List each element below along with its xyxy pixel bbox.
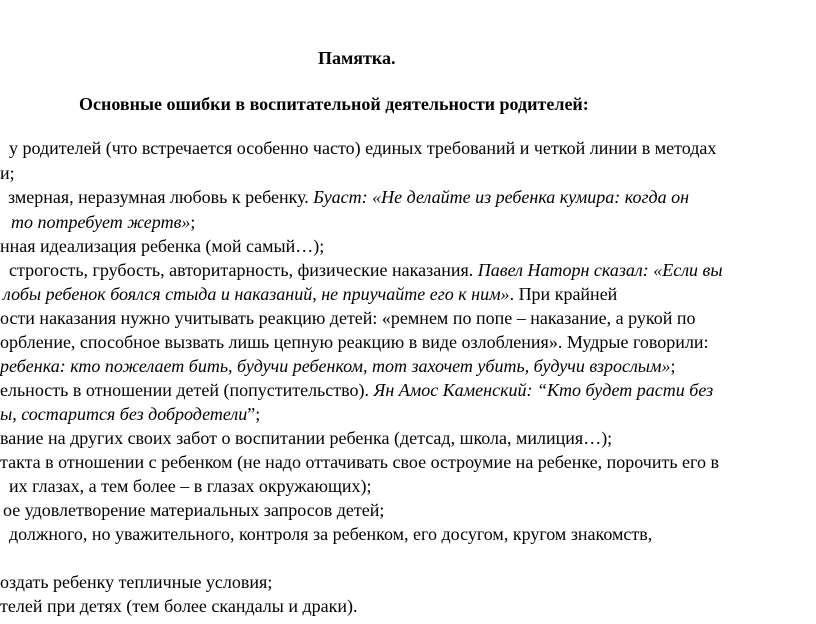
body-line [0,307,696,329]
body-line [0,379,713,401]
body-line [3,283,617,305]
body-line [0,451,719,473]
italic-segment: Павел Наторн сказал: «Если вы [477,260,723,280]
body-line [9,137,716,159]
text-segment: нная идеализация ребенка (мой самый…); [0,236,325,256]
text-segment: ельность в отношении детей (попустительство). [0,380,374,400]
text-segment: у родителей (что встречается особенно часто) единых требований и четкой линии в методах [9,138,717,158]
document-subtitle: Основные ошибки в воспитательной деятельности родителей: [79,94,589,114]
text-segment: вание на других своих забот о воспитании ребенка (детсад, школа, милиция…); [0,428,613,448]
text-segment: ; [670,356,676,376]
italic-segment: ребенка: кто пожелает бить, будучи ребенком, тот захочет убить, будучи взрослым» [0,356,671,376]
text-segment: и; [0,163,15,183]
text-segment: такта в отношении с ребенком (не надо оттачивать свое остроумие на ребенке, порочить его в [0,452,719,472]
text-segment: телей при детях (тем более скандалы и драки). [0,596,358,616]
body-line [0,427,612,449]
body-line [0,162,15,184]
text-segment: ; [190,212,196,232]
italic-segment: Буаст: «Не делайте из ребенка кумира: когда он [313,187,690,207]
text-segment: ости наказания нужно учитывать реакцию детей: «ремнем по попе – наказание, а рукой по [0,308,696,328]
body-line [0,355,675,377]
body-line [0,403,260,425]
text-segment: ”; [247,404,261,424]
italic-segment: Ян Амос Каменский: “Кто будет расти без [373,380,714,400]
body-line [11,211,195,233]
body-line [0,595,358,617]
text-segment: их глазах, а тем более – в глазах окружающих); [9,476,372,496]
text-segment: оздать ребенку тепличные условия; [0,572,273,592]
text-segment: орбление, способное вызвать лишь цепную реакцию в виде озлобления». Мудрые говорили: [0,332,709,352]
document-title: Памятка. [318,48,396,68]
italic-segment: лобы ребенок боялся стыда и наказаний, не приучайте его к ним» [3,284,510,304]
body-line [8,186,689,208]
body-line [9,259,723,281]
body-line [9,523,652,545]
body-line [0,331,709,353]
body-line [9,475,371,497]
text-segment: ое удовлетворение материальных запросов детей; [3,500,385,520]
italic-segment: то потребует жертв» [11,212,191,232]
text-segment: должного, но уважительного, контроля за ребенком, его досугом, кругом знакомств, [9,524,653,544]
body-line [3,499,384,521]
body-line [0,235,324,257]
text-segment: змерная, неразумная любовь к ребенку. [8,187,314,207]
text-segment: строгость, грубость, авторитарность, физические наказания. [9,260,478,280]
text-segment: . При крайней [509,284,618,304]
body-line [0,571,272,593]
italic-segment: ы, состарится без добродетели [0,404,248,424]
